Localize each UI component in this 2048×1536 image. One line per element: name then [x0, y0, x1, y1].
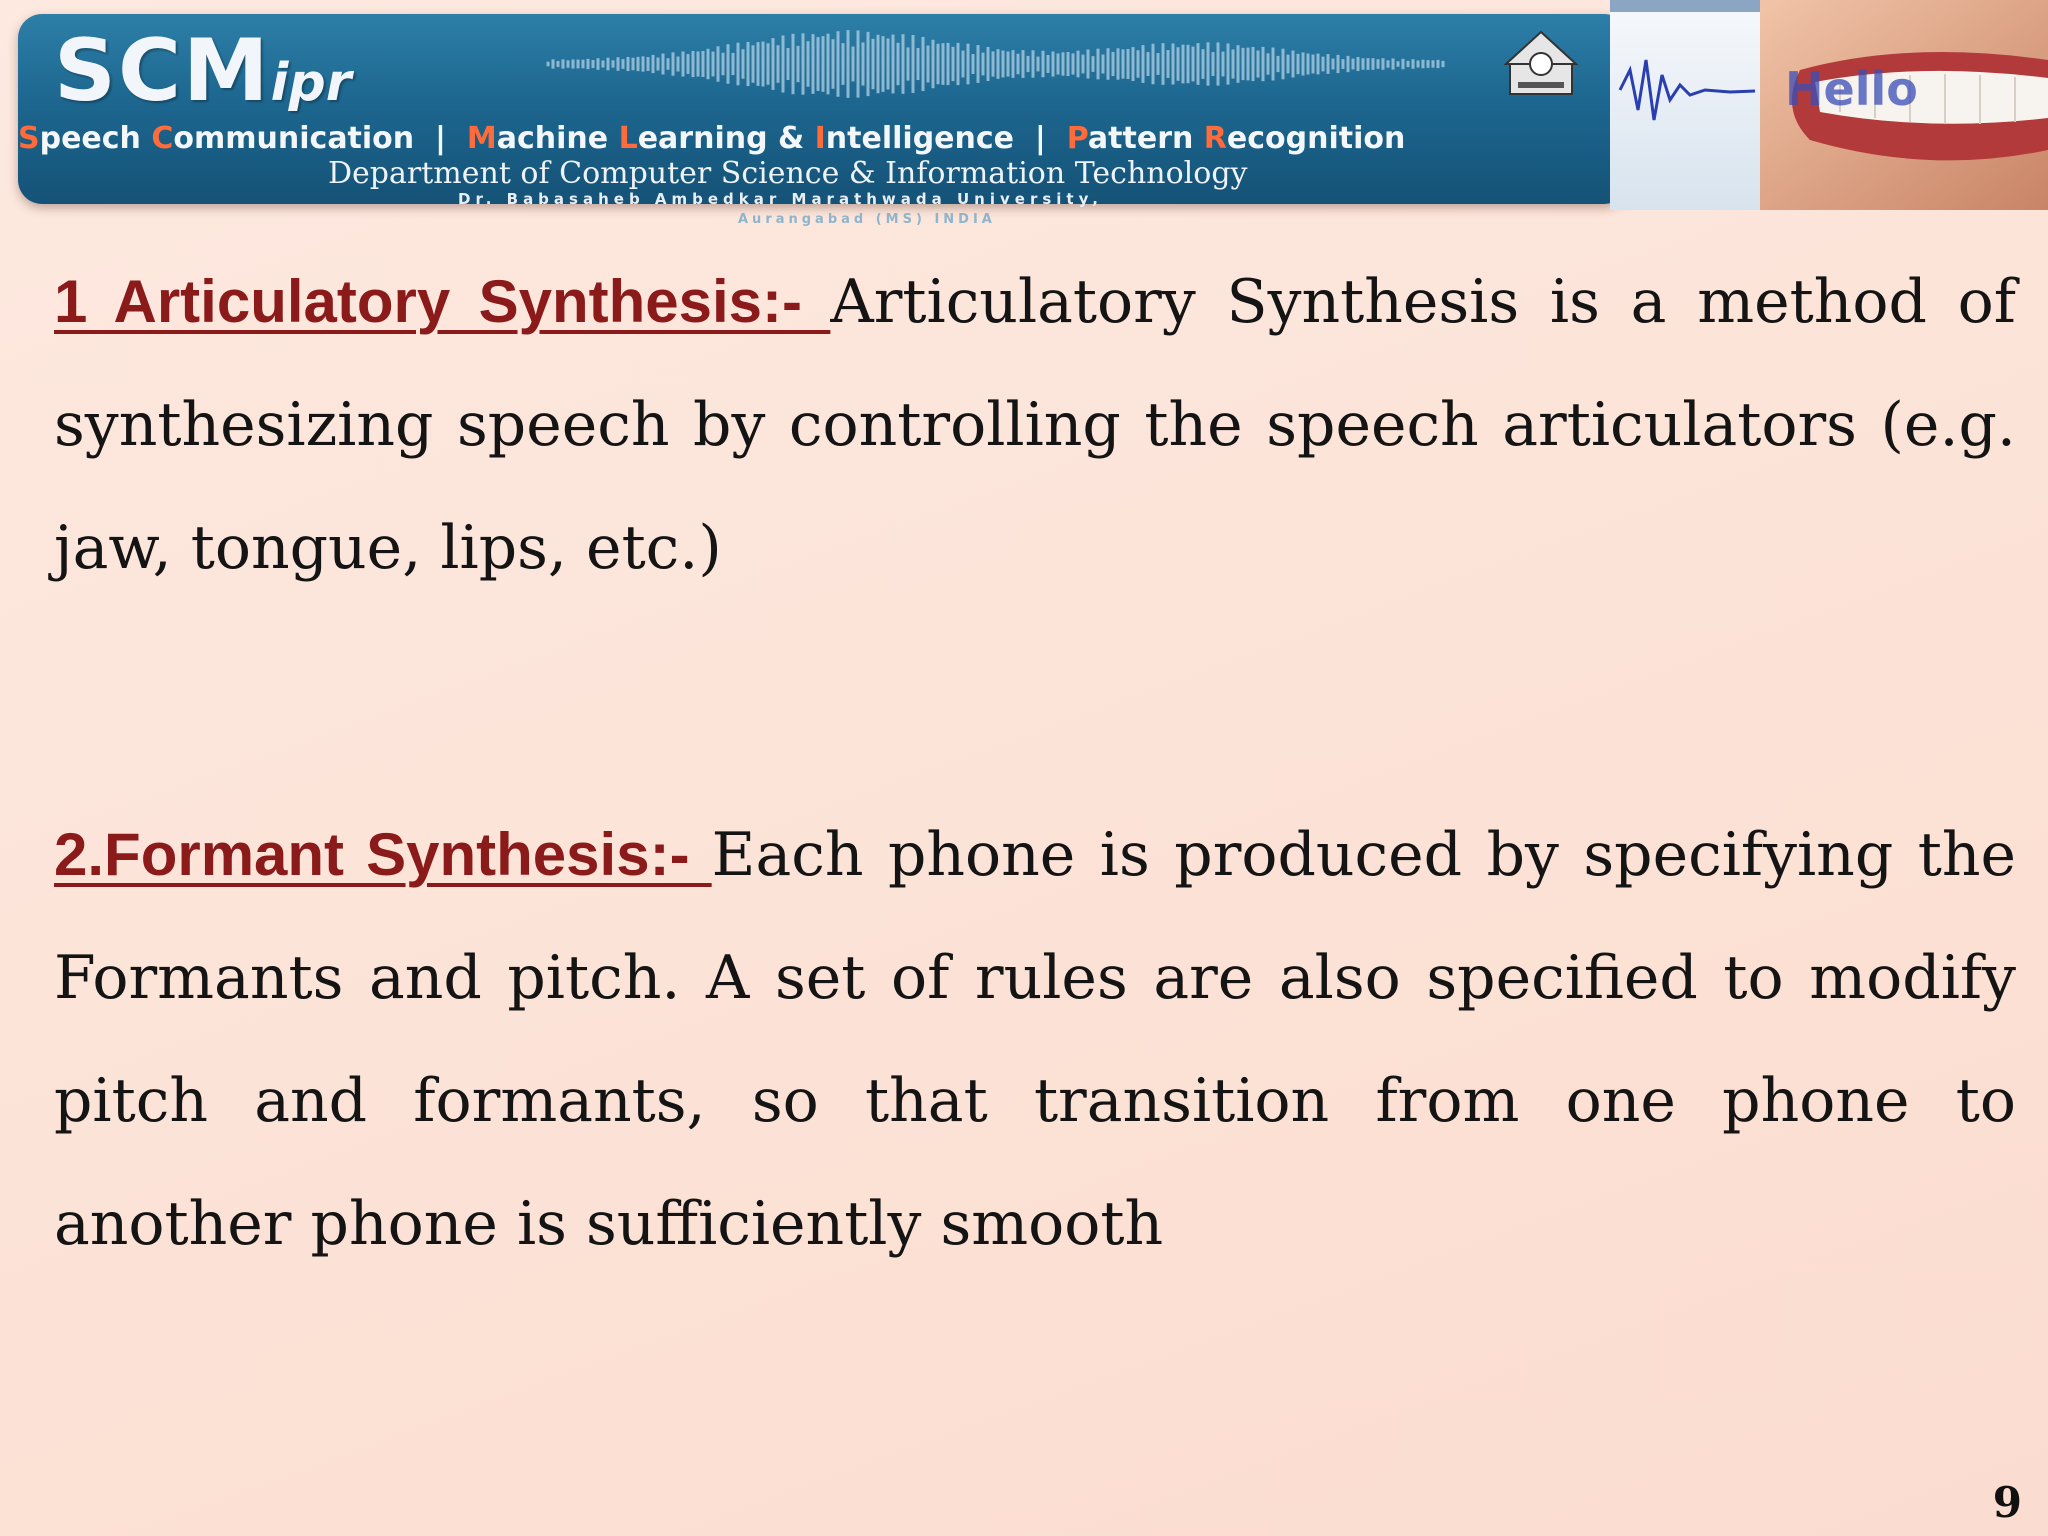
speech-mouth-image — [1610, 0, 2048, 210]
heading-formant-synthesis: 2.Formant Synthesis:- — [54, 821, 712, 888]
department-name: Department of Computer Science & Information Technology — [328, 156, 1248, 191]
heading-articulatory-synthesis: 1 Articulatory Synthesis:- — [54, 268, 831, 335]
banner-tagline: Speech Communication | Machine Learning & Intelligence | Pattern Recognition — [18, 121, 1406, 156]
university-name: Dr. Babasaheb Ambedkar Marathwada University, — [458, 190, 1103, 208]
waveform-graphic — [548, 24, 1448, 104]
svg-text:Hello: Hello — [1785, 62, 1918, 116]
paragraph-articulatory-synthesis — [54, 240, 2016, 610]
scmipr-logo: SCMipr — [54, 21, 352, 121]
text-articulatory-synthesis: Articulatory Synthesis is a method of synthesizing speech by controlling the speech articulators (e.g. jaw, tongue, lips, etc.) — [54, 267, 2016, 583]
paragraph-formant-synthesis — [54, 793, 2016, 1286]
text-formant-synthesis: Each phone is produced by specifying the Formants and pitch. A set of rules are also specified to modify pitch and formants, so that transition from one phone to another phone is sufficiently smooth — [54, 820, 2016, 1259]
university-emblem — [1496, 24, 1586, 104]
page-number: 9 — [1992, 1478, 2022, 1527]
university-location: Aurangabad (MS) INDIA — [738, 212, 996, 227]
header-banner — [18, 14, 1628, 227]
